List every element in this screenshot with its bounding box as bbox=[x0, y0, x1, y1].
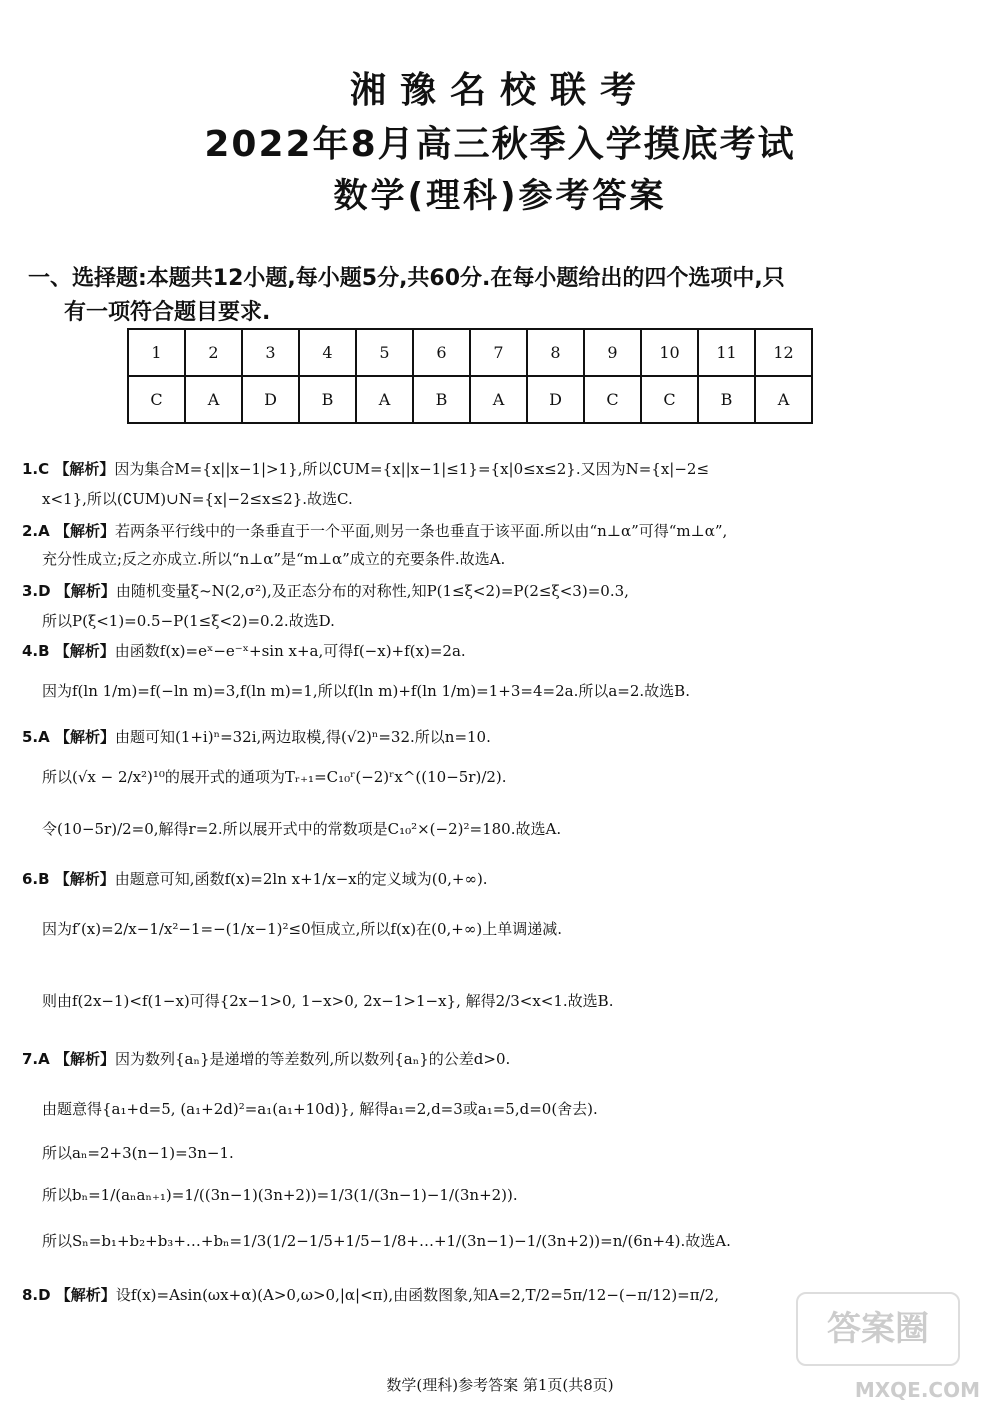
solution-tag: 8.D 【解析】 bbox=[22, 1286, 116, 1304]
section-heading bbox=[28, 262, 928, 330]
solution-line bbox=[42, 1098, 598, 1120]
answer-table bbox=[127, 328, 813, 424]
solution-line bbox=[22, 520, 727, 542]
question-number-cell: 11 bbox=[698, 329, 755, 376]
solution-text: 因为集合M={x||x−1|>1},所以∁UM={x||x−1|≤1}={x|0≤x≤2}.又因为N={x|−2≤ bbox=[114, 460, 710, 478]
solution-text: 则由f(2x−1)<f(1−x)可得{2x−1>0, 1−x>0, 2x−1>1−x}, 解得2/3<x<1.故选B. bbox=[42, 992, 614, 1010]
solution-line bbox=[42, 1230, 731, 1252]
answer-cell: D bbox=[242, 376, 299, 423]
question-number-cell: 9 bbox=[584, 329, 641, 376]
solution-tag: 5.A 【解析】 bbox=[22, 728, 115, 746]
solution-line bbox=[22, 640, 466, 662]
solution-text: 由随机变量ξ~N(2,σ²),及正态分布的对称性,知P(1≤ξ<2)=P(2≤ξ<3)=0.3, bbox=[115, 582, 629, 600]
question-number-cell: 3 bbox=[242, 329, 299, 376]
solution-line bbox=[22, 580, 629, 602]
solution-line bbox=[22, 868, 488, 890]
solution-line bbox=[42, 918, 562, 940]
solution-line bbox=[42, 610, 335, 632]
solution-text: 因为f(ln 1/m)=f(−ln m)=3,f(ln m)=1,所以f(ln m)+f(ln 1/m)=1+3=4=2a.所以a=2.故选B. bbox=[42, 682, 690, 700]
solution-line bbox=[42, 1142, 234, 1164]
solution-line bbox=[22, 1284, 719, 1306]
answer-cell: D bbox=[527, 376, 584, 423]
answer-cell: C bbox=[584, 376, 641, 423]
answer-key-title: 数学(理科)参考答案 bbox=[333, 176, 667, 216]
exam-series-title: 湘豫名校联考 bbox=[349, 70, 650, 111]
solution-text: 所以P(ξ<1)=0.5−P(1≤ξ<2)=0.2.故选D. bbox=[42, 612, 335, 630]
answer-cell: A bbox=[755, 376, 812, 423]
watermark-logo: 答案圈 bbox=[796, 1292, 960, 1366]
solution-text: 由函数f(x)=eˣ−e⁻ˣ+sin x+a,可得f(−x)+f(x)=2a. bbox=[114, 642, 466, 660]
answer-table-answer-row bbox=[128, 376, 812, 423]
solution-tag: 6.B 【解析】 bbox=[22, 870, 115, 888]
watermark-site: MXQE.COM bbox=[854, 1378, 980, 1402]
solution-text: 由题可知(1+i)ⁿ=32i,两边取模,得(√2)ⁿ=32.所以n=10. bbox=[114, 728, 491, 746]
solution-text: 若两条平行线中的一条垂直于一个平面,则另一条也垂直于该平面.所以由“n⊥α”可得“m⊥α”, bbox=[114, 522, 728, 540]
solution-text: 由题意可知,函数f(x)=2ln x+1/x−x的定义域为(0,+∞). bbox=[114, 870, 488, 888]
solution-text: 令(10−5r)/2=0,解得r=2.所以展开式中的常数项是C₁₀²×(−2)²=180.故选A. bbox=[42, 820, 562, 838]
solution-tag: 4.B 【解析】 bbox=[22, 642, 115, 660]
section-heading-line: 一、选择题:本题共12小题,每小题5分,共60分.在每小题给出的四个选项中,只 bbox=[28, 266, 785, 291]
question-number-cell: 4 bbox=[299, 329, 356, 376]
solution-text: 因为数列{aₙ}是递增的等差数列,所以数列{aₙ}的公差d>0. bbox=[114, 1050, 511, 1068]
answer-table-number-row bbox=[128, 329, 812, 376]
solution-line bbox=[42, 990, 613, 1012]
answer-cell: A bbox=[470, 376, 527, 423]
solution-text: 所以Sₙ=b₁+b₂+b₃+…+bₙ=1/3(1/2−1/5+1/5−1/8+…+1/(3n−1)−1/(3n+2))=n/(6n+4).故选A. bbox=[42, 1232, 731, 1250]
solution-tag: 2.A 【解析】 bbox=[22, 522, 115, 540]
solution-text: 所以bₙ=1/(aₙaₙ₊₁)=1/((3n−1)(3n+2))=1/3(1/(3n−1)−1/(3n+2)). bbox=[42, 1186, 518, 1204]
solution-text: 设f(x)=Asin(ωx+α)(A>0,ω>0,|α|<π),由函数图象,知A=2,T/2=5π/12−(−π/12)=π/2, bbox=[115, 1286, 719, 1304]
page-footer: 数学(理科)参考答案 第1页(共8页) bbox=[386, 1376, 614, 1394]
answer-cell: C bbox=[128, 376, 185, 423]
solution-line bbox=[22, 458, 709, 480]
solution-text: 所以(√x − 2/x²)¹⁰的展开式的通项为Tᵣ₊₁=C₁₀ʳ(−2)ʳx^((10−5r)/2). bbox=[42, 768, 507, 786]
question-number-cell: 6 bbox=[413, 329, 470, 376]
answer-cell: B bbox=[299, 376, 356, 423]
question-number-cell: 10 bbox=[641, 329, 698, 376]
solution-line bbox=[42, 766, 507, 788]
question-number-cell: 2 bbox=[185, 329, 242, 376]
answer-cell: C bbox=[641, 376, 698, 423]
solution-line bbox=[42, 818, 561, 840]
question-number-cell: 1 bbox=[128, 329, 185, 376]
solution-line bbox=[42, 488, 353, 510]
solution-tag: 7.A 【解析】 bbox=[22, 1050, 115, 1068]
solution-tag: 3.D 【解析】 bbox=[22, 582, 116, 600]
solution-tag: 1.C 【解析】 bbox=[22, 460, 115, 478]
solution-text: 由题意得{a₁+d=5, (a₁+2d)²=a₁(a₁+10d)}, 解得a₁=2,d=3或a₁=5,d=0(舍去). bbox=[42, 1100, 598, 1118]
solution-line bbox=[22, 1048, 510, 1070]
section-heading-line: 有一项符合题目要求. bbox=[64, 300, 271, 325]
answer-cell: B bbox=[698, 376, 755, 423]
solution-text: 充分性成立;反之亦成立.所以“n⊥α”是“m⊥α”成立的充要条件.故选A. bbox=[42, 550, 506, 568]
exam-title: 2022年8月高三秋季入学摸底考试 bbox=[204, 124, 796, 165]
answer-cell: B bbox=[413, 376, 470, 423]
solution-line bbox=[22, 726, 491, 748]
solution-line bbox=[42, 548, 505, 570]
solution-text: 所以aₙ=2+3(n−1)=3n−1. bbox=[42, 1144, 234, 1162]
question-number-cell: 7 bbox=[470, 329, 527, 376]
solution-text: x<1},所以(∁UM)∪N={x|−2≤x≤2}.故选C. bbox=[42, 490, 353, 508]
solution-line bbox=[42, 680, 690, 702]
question-number-cell: 5 bbox=[356, 329, 413, 376]
solution-line bbox=[42, 1184, 518, 1206]
question-number-cell: 12 bbox=[755, 329, 812, 376]
question-number-cell: 8 bbox=[527, 329, 584, 376]
solution-text: 因为f′(x)=2/x−1/x²−1=−(1/x−1)²≤0恒成立,所以f(x)在(0,+∞)上单调递减. bbox=[42, 920, 562, 938]
answer-cell: A bbox=[185, 376, 242, 423]
answer-cell: A bbox=[356, 376, 413, 423]
